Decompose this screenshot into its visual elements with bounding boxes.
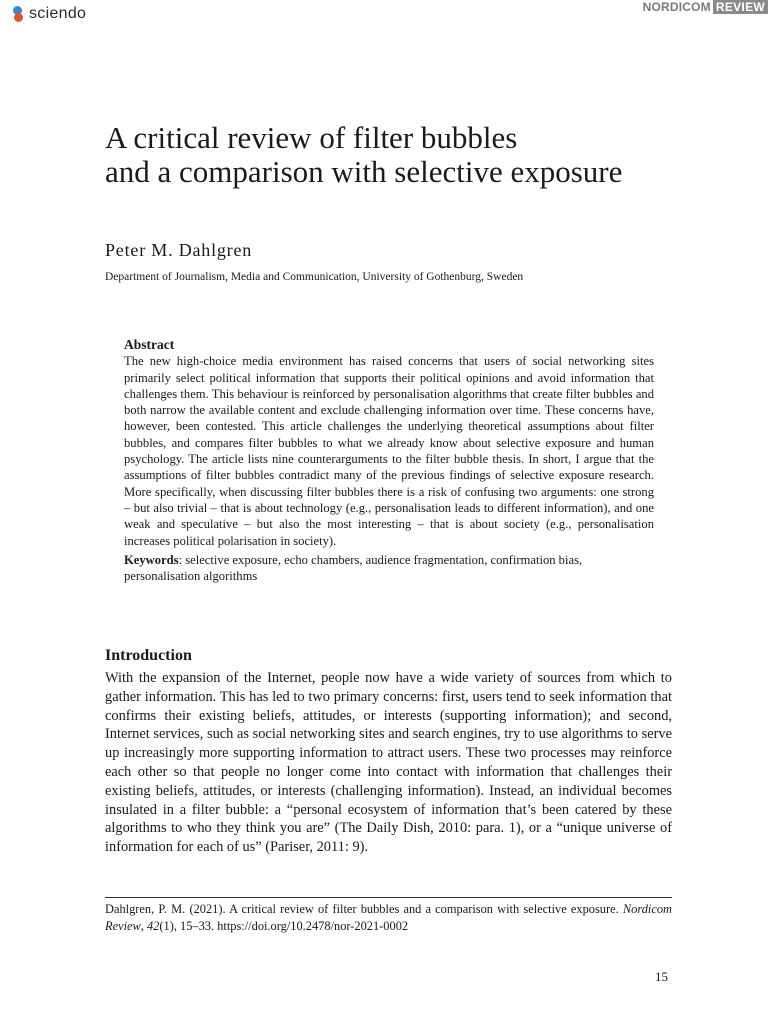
citation-journal: Nordicom Review [105,902,672,933]
publisher-name: sciendo [29,5,87,22]
citation-issue-pages: (1), 15–33. [159,918,218,933]
keywords [124,552,654,585]
abstract-text: The new high-choice media environment has raised concerns that users of social networking sites primarily select political information that supports their political opinions and avoid information that challenges them. This behaviour is reinforced by personalisation algorithms that create filter bubbles and both narrow the available content and exclude challenging information over time. These concerns have, however, been contested. This article challenges the underlying theoretical assumptions about filter bubbles, and compares filter bubbles to what we already know about selective exposure and human psychology. The article lists nine counterarguments to the filter bubble thesis. In short, I argue that the assumptions of filter bubbles contradict many of the previous findings of selective exposure research. More specifically, when discussing filter bubbles there is a risk of confusing two arguments: one strong – but also trivial – that is about technology (e.g., personalisation leads to different information), and one weak and speculative – but also the most interesting – that is about society (e.g., personalisation increases political polarisation in society). [124,354,654,548]
introduction-text: With the expansion of the Internet, people now have a wide variety of sources from which to gather information. This has led to two primary concerns: first, users tend to seek information that confirms their existing beliefs, attitudes, or interests (supporting information); and second, Internet services, such as social networking sites and search engines, try to use algorithms to serve up increasingly more supporting information to attract users. These two processes may reinforce each other so that people no longer come into contact with information that challenges their existing beliefs, attitudes, or interests (challenging information). Instead, an individual becomes insulated in a filter bubble: a “personal ecosystem of information that’s been catered by these algorithms to who they think you are” (The Daily Dish, 2010: para. 1), or a “unique universe of information for each of us” (Pariser, 2011: 9). [105,670,672,856]
citation-prefix: Dahlgren, P. M. (2021). A critical review of filter bubbles and a comparison with selective exposure. [105,902,623,916]
sciendo-logo [12,5,86,23]
sciendo-mark-icon [12,6,24,22]
title-line-2: and a comparison with selective exposure [105,154,623,189]
title-line-1: A critical review of filter bubbles [105,120,518,155]
citation-volume: 42 [146,918,160,933]
author-affiliation: Department of Journalism, Media and Communication, University of Gothenburg, Sweden [105,271,524,283]
citation [105,901,672,934]
page-number: 15 [655,969,668,984]
abstract-heading: Abstract [124,337,175,352]
citation-sep: , [140,918,147,933]
journal-name-part2: REVIEW [713,0,768,14]
doi-link[interactable]: https://doi.org/10.2478/nor-2021-0002 [217,918,409,933]
keywords-list: : selective exposure, echo chambers, audience fragmentation, confirmation bias, personalisation algorithms [124,552,583,584]
abstract-section [124,337,654,584]
footnote-divider [105,897,672,898]
author-name: Peter M. Dahlgren [105,240,253,260]
journal-name-part1: NORDICOM [642,0,711,14]
introduction-heading: Introduction [105,647,192,664]
journal-badge [641,0,768,14]
keywords-label: Keywords [124,552,179,567]
article-title [105,121,725,189]
